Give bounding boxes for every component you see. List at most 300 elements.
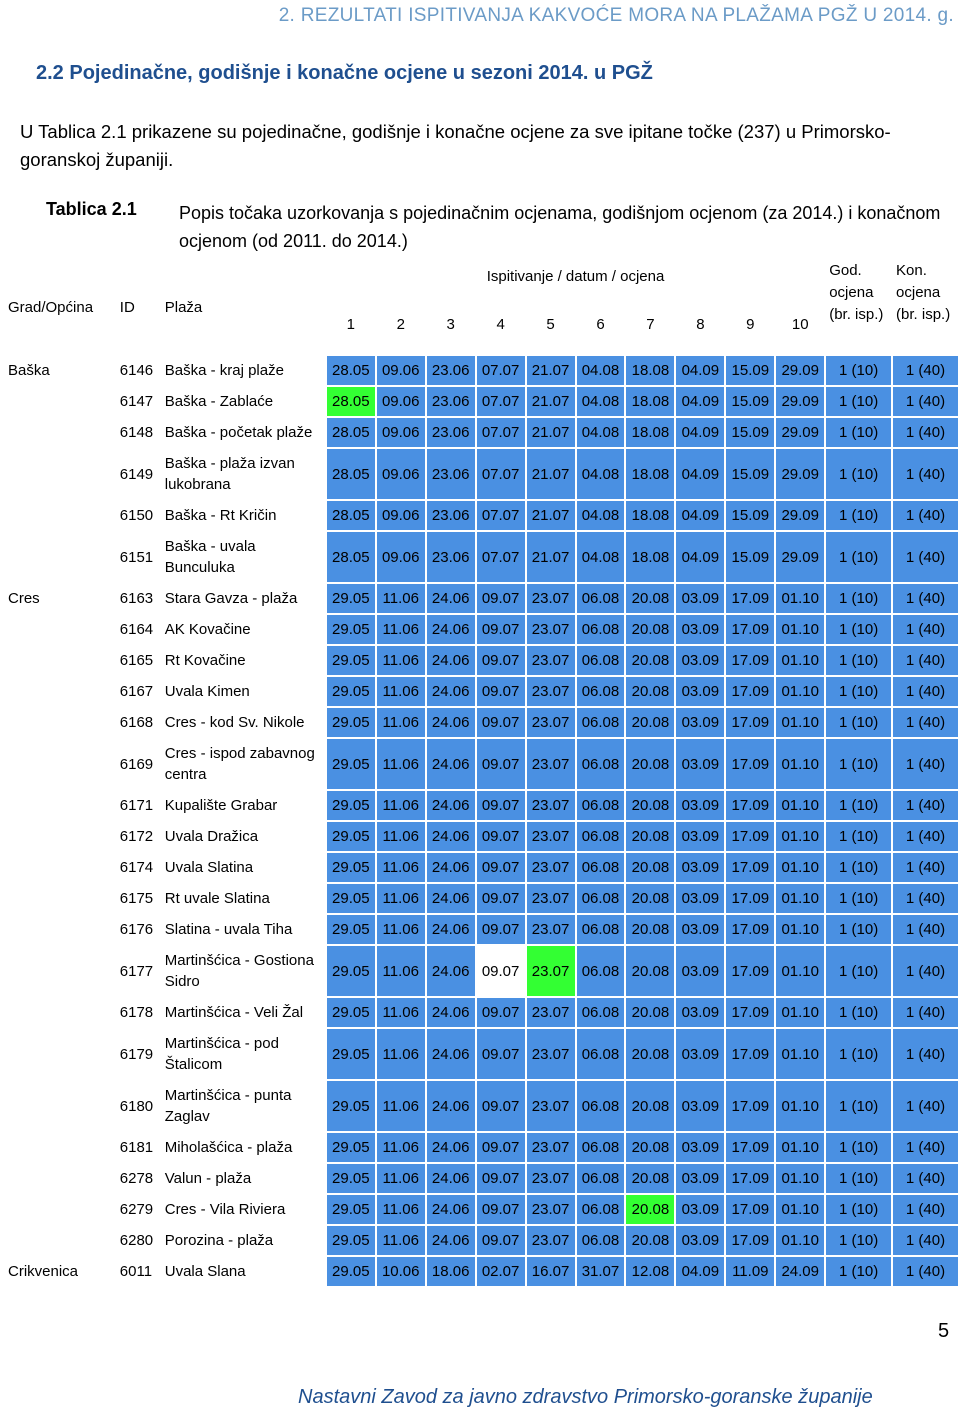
date-cell: 03.09 (675, 821, 725, 852)
kon-ocjena-cell: 1 (40) (892, 1225, 959, 1256)
date-cell: 23.07 (526, 707, 576, 738)
date-cell: 01.10 (775, 738, 825, 790)
date-cell: 11.06 (376, 883, 426, 914)
date-cell: 29.05 (326, 1194, 376, 1225)
date-cell: 29.05 (326, 583, 376, 614)
header-grad: Grad/Općina (4, 259, 116, 355)
running-head: 2. REZULTATI ISPITIVANJA KAKVOĆE MORA NA PLAŽAMA PGŽ U 2014. g. (278, 5, 954, 26)
date-cell: 09.07 (476, 997, 526, 1028)
date-cell: 11.09 (725, 1256, 775, 1287)
id-cell: 6175 (116, 883, 161, 914)
date-cell: 03.09 (675, 676, 725, 707)
date-cell: 29.05 (326, 852, 376, 883)
date-cell: 29.05 (326, 1256, 376, 1287)
god-ocjena-cell: 1 (10) (825, 645, 892, 676)
plaza-cell: Slatina - uvala Tiha (161, 914, 326, 945)
date-cell: 06.08 (576, 1080, 626, 1132)
date-cell: 11.06 (376, 738, 426, 790)
table-row (4, 1080, 959, 1132)
date-cell: 23.06 (426, 355, 476, 386)
date-cell: 17.09 (725, 821, 775, 852)
date-cell: 29.05 (326, 738, 376, 790)
date-cell: 03.09 (675, 945, 725, 997)
date-cell: 17.09 (725, 790, 775, 821)
god-ocjena-cell: 1 (10) (825, 738, 892, 790)
date-cell: 06.08 (576, 821, 626, 852)
date-cell: 23.07 (526, 914, 576, 945)
grad-cell (4, 1194, 116, 1225)
table-row (4, 1163, 959, 1194)
date-cell: 03.09 (675, 614, 725, 645)
date-cell: 24.06 (426, 945, 476, 997)
date-cell: 09.06 (376, 448, 426, 500)
date-cell: 11.06 (376, 790, 426, 821)
date-cell: 17.09 (725, 1225, 775, 1256)
date-cell: 23.07 (526, 645, 576, 676)
table-row (4, 852, 959, 883)
date-cell: 03.09 (675, 790, 725, 821)
date-cell: 20.08 (625, 583, 675, 614)
table-row (4, 417, 959, 448)
kon-ocjena-cell: 1 (40) (892, 790, 959, 821)
plaza-cell: Stara Gavza - plaža (161, 583, 326, 614)
plaza-cell: Uvala Dražica (161, 821, 326, 852)
id-cell: 6181 (116, 1132, 161, 1163)
date-cell: 06.08 (576, 997, 626, 1028)
date-cell: 18.08 (625, 500, 675, 531)
id-cell: 6150 (116, 500, 161, 531)
date-cell: 29.05 (326, 790, 376, 821)
date-cell: 09.07 (476, 1163, 526, 1194)
table-row (4, 583, 959, 614)
date-cell: 01.10 (775, 790, 825, 821)
id-cell: 6163 (116, 583, 161, 614)
date-cell: 01.10 (775, 583, 825, 614)
table-label: Tablica 2.1 (46, 199, 137, 219)
date-cell: 29.09 (775, 448, 825, 500)
date-cell: 20.08 (625, 883, 675, 914)
header-test-4: 4 (476, 293, 526, 355)
date-cell: 07.07 (476, 500, 526, 531)
date-cell: 24.06 (426, 790, 476, 821)
date-cell: 24.06 (426, 614, 476, 645)
id-cell: 6179 (116, 1028, 161, 1080)
date-cell: 18.08 (625, 417, 675, 448)
intro-paragraph: U Tablica 2.1 prikazene su pojedinačne, godišnje i konačne ocjene za sve ipitane točke (237) u Primorsko-goranskoj županiji. (20, 121, 891, 170)
id-cell: 6177 (116, 945, 161, 997)
table-row (4, 914, 959, 945)
date-cell: 04.09 (675, 500, 725, 531)
id-cell: 6169 (116, 738, 161, 790)
date-cell: 03.09 (675, 1163, 725, 1194)
date-cell: 01.10 (775, 645, 825, 676)
date-cell: 03.09 (675, 914, 725, 945)
date-cell: 07.07 (476, 531, 526, 583)
date-cell: 09.07 (476, 852, 526, 883)
date-cell: 03.09 (675, 1132, 725, 1163)
date-cell: 24.06 (426, 583, 476, 614)
date-cell: 28.05 (326, 531, 376, 583)
date-cell: 21.07 (526, 386, 576, 417)
date-cell: 09.07 (476, 1194, 526, 1225)
kon-ocjena-cell: 1 (40) (892, 1163, 959, 1194)
date-cell: 04.08 (576, 500, 626, 531)
date-cell: 23.07 (526, 1225, 576, 1256)
kon-ocjena-cell: 1 (40) (892, 852, 959, 883)
date-cell: 20.08 (625, 790, 675, 821)
id-cell: 6148 (116, 417, 161, 448)
footer: Nastavni Zavod za javno zdravstvo Primorsko-goranske županije (298, 1386, 873, 1408)
date-cell: 09.07 (476, 1132, 526, 1163)
date-cell: 01.10 (775, 821, 825, 852)
date-cell: 17.09 (725, 1028, 775, 1080)
date-cell: 09.06 (376, 500, 426, 531)
results-table (3, 258, 960, 1288)
plaza-cell: Martinšćica - punta Zaglav (161, 1080, 326, 1132)
date-cell: 20.08 (625, 645, 675, 676)
date-cell: 01.10 (775, 1225, 825, 1256)
date-cell: 09.07 (476, 614, 526, 645)
grad-cell (4, 738, 116, 790)
date-cell: 24.06 (426, 914, 476, 945)
date-cell: 15.09 (725, 500, 775, 531)
date-cell: 24.09 (775, 1256, 825, 1287)
date-cell: 09.07 (476, 1080, 526, 1132)
date-cell: 11.06 (376, 821, 426, 852)
date-cell: 18.08 (625, 386, 675, 417)
grad-cell (4, 614, 116, 645)
date-cell: 03.09 (675, 645, 725, 676)
table-row (4, 1028, 959, 1080)
date-cell: 10.06 (376, 1256, 426, 1287)
date-cell: 23.07 (526, 945, 576, 997)
date-cell: 07.07 (476, 355, 526, 386)
date-cell: 23.06 (426, 531, 476, 583)
date-cell: 11.06 (376, 583, 426, 614)
date-cell: 24.06 (426, 676, 476, 707)
date-cell: 24.06 (426, 1225, 476, 1256)
plaza-cell: Baška - Rt Kričin (161, 500, 326, 531)
date-cell: 29.05 (326, 645, 376, 676)
plaza-cell: Uvala Slana (161, 1256, 326, 1287)
date-cell: 23.07 (526, 1194, 576, 1225)
date-cell: 11.06 (376, 1225, 426, 1256)
date-cell: 07.07 (476, 448, 526, 500)
date-cell: 24.06 (426, 852, 476, 883)
date-cell: 24.06 (426, 1080, 476, 1132)
date-cell: 09.06 (376, 417, 426, 448)
id-cell: 6151 (116, 531, 161, 583)
date-cell: 29.05 (326, 707, 376, 738)
date-cell: 20.08 (625, 852, 675, 883)
kon-ocjena-cell: 1 (40) (892, 1080, 959, 1132)
grad-cell: Baška (4, 355, 116, 386)
kon-ocjena-cell: 1 (40) (892, 1256, 959, 1287)
date-cell: 23.07 (526, 790, 576, 821)
table-row (4, 645, 959, 676)
date-cell: 11.06 (376, 1028, 426, 1080)
date-cell: 23.07 (526, 1132, 576, 1163)
date-cell: 03.09 (675, 852, 725, 883)
table-caption: Popis točaka uzorkovanja s pojedinačnim ocjenama, godišnjom ocjenom (za 2014.) i konačnom ocjenom (od 2011. do 2014.) (179, 203, 941, 251)
god-ocjena-cell: 1 (10) (825, 583, 892, 614)
kon-ocjena-cell: 1 (40) (892, 707, 959, 738)
date-cell: 09.07 (476, 1225, 526, 1256)
grad-cell (4, 883, 116, 914)
date-cell: 29.05 (326, 914, 376, 945)
date-cell: 01.10 (775, 1028, 825, 1080)
kon-ocjena-cell: 1 (40) (892, 1132, 959, 1163)
id-cell: 6278 (116, 1163, 161, 1194)
date-cell: 23.07 (526, 1163, 576, 1194)
date-cell: 29.05 (326, 945, 376, 997)
kon-ocjena-cell: 1 (40) (892, 945, 959, 997)
date-cell: 03.09 (675, 883, 725, 914)
plaza-cell: Valun - plaža (161, 1163, 326, 1194)
date-cell: 04.08 (576, 355, 626, 386)
plaza-cell: Baška - početak plaže (161, 417, 326, 448)
header-test-6: 6 (576, 293, 626, 355)
kon-ocjena-cell: 1 (40) (892, 883, 959, 914)
god-ocjena-cell: 1 (10) (825, 500, 892, 531)
header-god: God. ocjena (br. isp.) (825, 259, 892, 355)
header-test-10: 10 (775, 293, 825, 355)
table-row (4, 738, 959, 790)
date-cell: 09.07 (476, 790, 526, 821)
header-test-2: 2 (376, 293, 426, 355)
date-cell: 02.07 (476, 1256, 526, 1287)
plaza-cell: Baška - uvala Bunculuka (161, 531, 326, 583)
grad-cell (4, 1080, 116, 1132)
date-cell: 23.06 (426, 448, 476, 500)
date-cell: 23.06 (426, 500, 476, 531)
table-row (4, 500, 959, 531)
date-cell: 29.09 (775, 355, 825, 386)
grad-cell (4, 531, 116, 583)
date-cell: 29.09 (775, 531, 825, 583)
date-cell: 01.10 (775, 1194, 825, 1225)
god-ocjena-cell: 1 (10) (825, 821, 892, 852)
date-cell: 15.09 (725, 448, 775, 500)
header-test-7: 7 (625, 293, 675, 355)
date-cell: 29.05 (326, 997, 376, 1028)
date-cell: 11.06 (376, 1163, 426, 1194)
table-row (4, 790, 959, 821)
date-cell: 09.07 (476, 821, 526, 852)
date-cell: 24.06 (426, 738, 476, 790)
date-cell: 06.08 (576, 883, 626, 914)
date-cell: 21.07 (526, 531, 576, 583)
date-cell: 04.09 (675, 417, 725, 448)
date-cell: 06.08 (576, 707, 626, 738)
grad-cell: Cres (4, 583, 116, 614)
god-ocjena-cell: 1 (10) (825, 945, 892, 997)
date-cell: 31.07 (576, 1256, 626, 1287)
date-cell: 29.09 (775, 386, 825, 417)
date-cell: 01.10 (775, 1132, 825, 1163)
god-ocjena-cell: 1 (10) (825, 417, 892, 448)
grad-cell: Crikvenica (4, 1256, 116, 1287)
id-cell: 6280 (116, 1225, 161, 1256)
date-cell: 21.07 (526, 448, 576, 500)
date-cell: 06.08 (576, 790, 626, 821)
date-cell: 29.05 (326, 676, 376, 707)
date-cell: 17.09 (725, 852, 775, 883)
kon-ocjena-cell: 1 (40) (892, 386, 959, 417)
date-cell: 29.05 (326, 1163, 376, 1194)
table-row (4, 1256, 959, 1287)
date-cell: 06.08 (576, 676, 626, 707)
date-cell: 24.06 (426, 1028, 476, 1080)
date-cell: 17.09 (725, 883, 775, 914)
date-cell: 03.09 (675, 583, 725, 614)
date-cell: 01.10 (775, 852, 825, 883)
date-cell: 28.05 (326, 448, 376, 500)
date-cell: 28.05 (326, 386, 376, 417)
id-cell: 6165 (116, 645, 161, 676)
date-cell: 20.08 (625, 1080, 675, 1132)
date-cell: 17.09 (725, 945, 775, 997)
date-cell: 06.08 (576, 1028, 626, 1080)
god-ocjena-cell: 1 (10) (825, 614, 892, 645)
grad-cell (4, 645, 116, 676)
plaza-cell: Kupalište Grabar (161, 790, 326, 821)
table-row (4, 707, 959, 738)
god-ocjena-cell: 1 (10) (825, 386, 892, 417)
grad-cell (4, 997, 116, 1028)
date-cell: 15.09 (725, 355, 775, 386)
date-cell: 15.09 (725, 386, 775, 417)
date-cell: 09.07 (476, 583, 526, 614)
god-ocjena-cell: 1 (10) (825, 707, 892, 738)
date-cell: 16.07 (526, 1256, 576, 1287)
kon-ocjena-cell: 1 (40) (892, 914, 959, 945)
date-cell: 29.05 (326, 1080, 376, 1132)
date-cell: 06.08 (576, 614, 626, 645)
date-cell: 17.09 (725, 1080, 775, 1132)
god-ocjena-cell: 1 (10) (825, 448, 892, 500)
date-cell: 23.07 (526, 997, 576, 1028)
id-cell: 6011 (116, 1256, 161, 1287)
date-cell: 24.06 (426, 1132, 476, 1163)
date-cell: 28.05 (326, 417, 376, 448)
date-cell: 11.06 (376, 614, 426, 645)
date-cell: 21.07 (526, 417, 576, 448)
date-cell: 04.08 (576, 386, 626, 417)
date-cell: 28.05 (326, 355, 376, 386)
date-cell: 09.07 (476, 738, 526, 790)
date-cell: 23.07 (526, 738, 576, 790)
god-ocjena-cell: 1 (10) (825, 790, 892, 821)
kon-ocjena-cell: 1 (40) (892, 583, 959, 614)
date-cell: 29.09 (775, 500, 825, 531)
kon-ocjena-cell: 1 (40) (892, 500, 959, 531)
date-cell: 09.07 (476, 676, 526, 707)
plaza-cell: Porozina - plaža (161, 1225, 326, 1256)
id-cell: 6164 (116, 614, 161, 645)
date-cell: 17.09 (725, 914, 775, 945)
date-cell: 11.06 (376, 1194, 426, 1225)
header-test-9: 9 (725, 293, 775, 355)
kon-ocjena-cell: 1 (40) (892, 997, 959, 1028)
date-cell: 01.10 (775, 945, 825, 997)
plaza-cell: Uvala Kimen (161, 676, 326, 707)
date-cell: 24.06 (426, 707, 476, 738)
id-cell: 6149 (116, 448, 161, 500)
date-cell: 23.07 (526, 1080, 576, 1132)
table-row (4, 386, 959, 417)
god-ocjena-cell: 1 (10) (825, 355, 892, 386)
date-cell: 29.05 (326, 614, 376, 645)
date-cell: 20.08 (625, 614, 675, 645)
plaza-cell: Baška - kraj plaže (161, 355, 326, 386)
god-ocjena-cell: 1 (10) (825, 1028, 892, 1080)
date-cell: 11.06 (376, 676, 426, 707)
id-cell: 6178 (116, 997, 161, 1028)
plaza-cell: Rt uvale Slatina (161, 883, 326, 914)
table-row (4, 883, 959, 914)
date-cell: 23.07 (526, 614, 576, 645)
date-cell: 20.08 (625, 1163, 675, 1194)
grad-cell (4, 821, 116, 852)
plaza-cell: Miholašćica - plaža (161, 1132, 326, 1163)
god-ocjena-cell: 1 (10) (825, 852, 892, 883)
date-cell: 06.08 (576, 1163, 626, 1194)
date-cell: 04.09 (675, 531, 725, 583)
plaza-cell: Martinšćica - pod Štalicom (161, 1028, 326, 1080)
grad-cell (4, 707, 116, 738)
date-cell: 11.06 (376, 852, 426, 883)
grad-cell (4, 852, 116, 883)
date-cell: 09.07 (476, 707, 526, 738)
date-cell: 01.10 (775, 883, 825, 914)
plaza-cell: Martinšćica - Gostiona Sidro (161, 945, 326, 997)
date-cell: 09.06 (376, 386, 426, 417)
date-cell: 17.09 (725, 614, 775, 645)
grad-cell (4, 945, 116, 997)
grad-cell (4, 1132, 116, 1163)
table-row (4, 821, 959, 852)
date-cell: 06.08 (576, 945, 626, 997)
date-cell: 23.06 (426, 386, 476, 417)
date-cell: 06.08 (576, 738, 626, 790)
table-row (4, 676, 959, 707)
header-test-1: 1 (326, 293, 376, 355)
id-cell: 6279 (116, 1194, 161, 1225)
god-ocjena-cell: 1 (10) (825, 1256, 892, 1287)
id-cell: 6172 (116, 821, 161, 852)
date-cell: 28.05 (326, 500, 376, 531)
date-cell: 04.09 (675, 355, 725, 386)
date-cell: 11.06 (376, 945, 426, 997)
date-cell: 23.07 (526, 1028, 576, 1080)
date-cell: 11.06 (376, 1132, 426, 1163)
god-ocjena-cell: 1 (10) (825, 531, 892, 583)
date-cell: 11.06 (376, 914, 426, 945)
god-ocjena-cell: 1 (10) (825, 1194, 892, 1225)
date-cell: 01.10 (775, 676, 825, 707)
plaza-cell: Uvala Slatina (161, 852, 326, 883)
date-cell: 23.07 (526, 583, 576, 614)
date-cell: 01.10 (775, 707, 825, 738)
date-cell: 29.05 (326, 821, 376, 852)
plaza-cell: Cres - ispod zabavnog centra (161, 738, 326, 790)
date-cell: 23.07 (526, 852, 576, 883)
date-cell: 23.07 (526, 676, 576, 707)
date-cell: 20.08 (625, 738, 675, 790)
date-cell: 09.06 (376, 531, 426, 583)
grad-cell (4, 386, 116, 417)
